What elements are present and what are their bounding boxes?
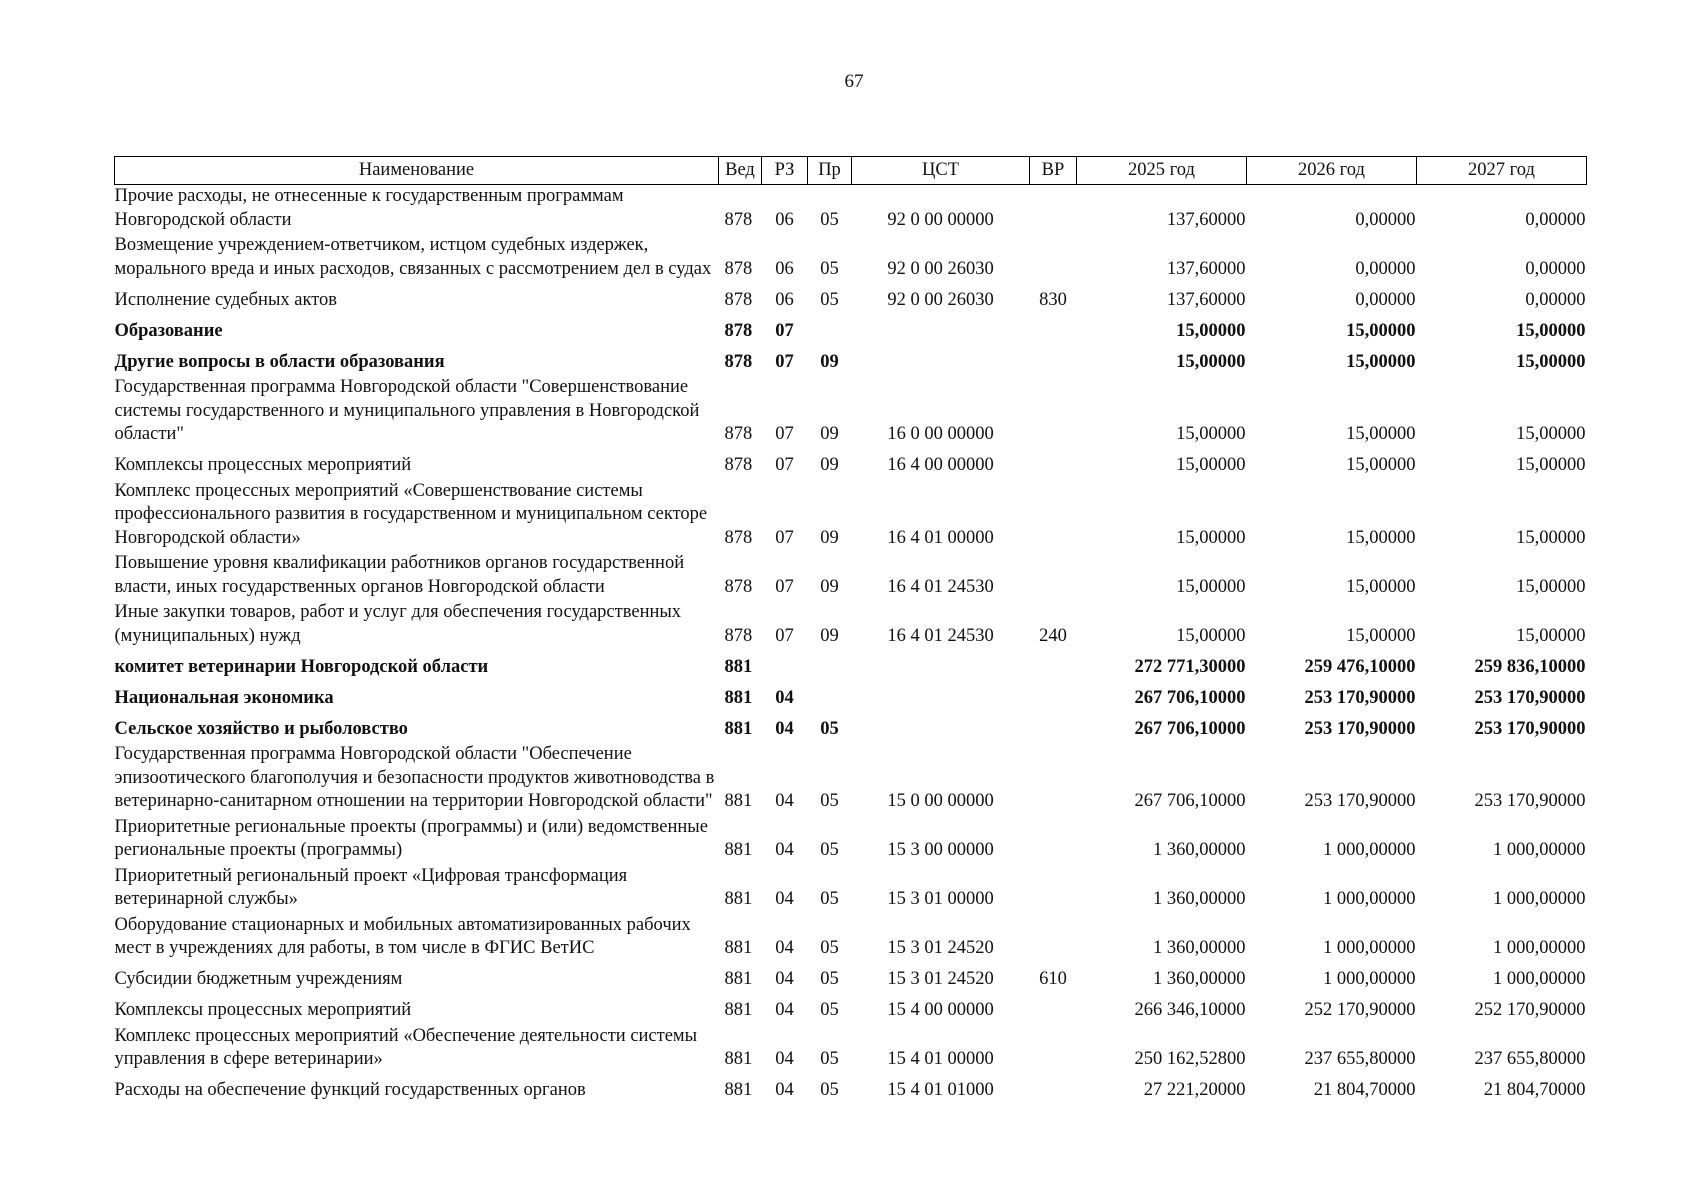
cell-name: Прочие расходы, не отнесенные к государственным программам Новгородской области [114, 186, 624, 230]
cell-2027: 0,00000 [1525, 258, 1586, 279]
cell-2025: 1 360,00000 [1153, 840, 1246, 860]
cell-name: Комплексы процессных мероприятий [114, 455, 412, 475]
cell-pr: 05 [820, 1049, 839, 1069]
cell-ved: 881 [724, 938, 753, 958]
cell-rz: 04 [775, 969, 794, 989]
cell-cst: 15 3 01 00000 [887, 889, 994, 909]
cell-cst: 16 4 00 00000 [887, 455, 994, 475]
cell-rz: 07 [775, 351, 794, 372]
cell-name: Комплекс процессных мероприятий «Обеспечение деятельности системы управления в сфере ветеринарии» [114, 1025, 698, 1069]
cell-2025: 15,00000 [1176, 625, 1246, 646]
cell-2027: 1 000,00000 [1493, 969, 1586, 989]
cell-ved: 878 [724, 424, 753, 444]
cell-cst: 15 3 00 00000 [887, 840, 994, 860]
cell-2027: 15,00000 [1516, 424, 1586, 444]
table-row [115, 681, 1587, 712]
cell-2027: 0,00000 [1525, 289, 1586, 310]
cell-2025: 272 771,30000 [1134, 656, 1246, 677]
cell-2027: 15,00000 [1516, 576, 1586, 597]
cell-cst [852, 314, 1030, 345]
cell-vr: 610 [1039, 969, 1067, 989]
cell-rz: 04 [775, 791, 794, 811]
cell-2025: 267 706,10000 [1134, 718, 1246, 739]
cell-rz: 07 [775, 455, 794, 475]
cell-rz: 04 [775, 938, 794, 958]
cell-rz: 04 [775, 687, 794, 708]
cell-name: Комплекс процессных мероприятий «Совершенствование системы профессионального развития в государственном и муниципальном секторе Новгородской области» [114, 480, 708, 548]
cell-vr [1030, 743, 1077, 816]
table-row [115, 376, 1587, 449]
cell-ved: 878 [724, 258, 753, 279]
table-row [115, 1025, 1587, 1074]
cell-2025: 137,60000 [1166, 289, 1246, 310]
table-row [115, 601, 1587, 650]
cell-2027: 15,00000 [1516, 527, 1586, 548]
cell-2026: 1 000,00000 [1323, 938, 1416, 958]
cell-2026: 15,00000 [1346, 320, 1416, 341]
cell-name: Комплексы процессных мероприятий [114, 1000, 412, 1020]
table-row [115, 345, 1587, 376]
cell-2027: 253 170,90000 [1474, 687, 1586, 708]
header-vr: ВР [1030, 157, 1077, 185]
table-row [115, 480, 1587, 553]
cell-2027: 15,00000 [1516, 455, 1586, 475]
cell-rz: 06 [775, 258, 794, 279]
cell-vr [1030, 914, 1077, 963]
cell-vr [1030, 552, 1077, 601]
cell-pr: 05 [820, 969, 839, 989]
cell-rz: 07 [775, 424, 794, 444]
cell-2027: 15,00000 [1516, 625, 1586, 646]
cell-vr [1030, 994, 1077, 1025]
cell-name: Исполнение судебных актов [114, 289, 338, 310]
cell-pr: 05 [820, 840, 839, 860]
cell-2026: 15,00000 [1346, 455, 1416, 475]
cell-cst [852, 712, 1030, 743]
table-row [115, 743, 1587, 816]
cell-vr: 830 [1039, 289, 1067, 310]
cell-vr: 240 [1039, 625, 1067, 646]
cell-2027: 252 170,90000 [1474, 1000, 1586, 1020]
cell-cst: 15 3 01 24520 [887, 969, 994, 989]
cell-2027: 259 836,10000 [1474, 656, 1586, 677]
cell-2025: 1 360,00000 [1153, 938, 1246, 958]
cell-2026: 15,00000 [1346, 424, 1416, 444]
cell-rz: 06 [775, 209, 794, 230]
table-row [115, 994, 1587, 1025]
cell-2027: 1 000,00000 [1493, 889, 1586, 909]
cell-rz: 04 [775, 889, 794, 909]
cell-name: Национальная экономика [114, 687, 334, 708]
cell-pr: 05 [820, 289, 839, 310]
cell-vr [1030, 480, 1077, 553]
cell-2025: 27 221,20000 [1143, 1080, 1246, 1100]
cell-2026: 1 000,00000 [1323, 889, 1416, 909]
table-row [115, 914, 1587, 963]
cell-2026: 15,00000 [1346, 351, 1416, 372]
cell-ved: 878 [724, 455, 753, 475]
cell-2025: 15,00000 [1176, 351, 1246, 372]
cell-2027: 15,00000 [1516, 320, 1586, 341]
cell-pr: 09 [820, 351, 839, 372]
cell-2026: 253 170,90000 [1304, 687, 1416, 708]
cell-cst: 15 4 01 01000 [887, 1080, 994, 1100]
cell-2027: 1 000,00000 [1493, 840, 1586, 860]
cell-ved: 881 [724, 1000, 753, 1020]
cell-name: Возмещение учреждением-ответчиком, истцом судебных издержек, морального вреда и иных расходов, связанных с рассмотрением дел в судах [114, 235, 712, 279]
cell-rz: 04 [775, 1000, 794, 1020]
cell-2025: 1 360,00000 [1153, 969, 1246, 989]
cell-2026: 259 476,10000 [1304, 656, 1416, 677]
cell-2025: 137,60000 [1166, 258, 1246, 279]
cell-2027: 237 655,80000 [1474, 1049, 1586, 1069]
table-row [115, 449, 1587, 480]
cell-name: Повышение уровня квалификации работников органов государственной власти, иных государственных органов Новгородской области [114, 553, 685, 597]
cell-2026: 1 000,00000 [1323, 840, 1416, 860]
cell-2026: 237 655,80000 [1304, 1049, 1416, 1069]
cell-rz: 04 [775, 840, 794, 860]
header-name: Наименование [115, 157, 719, 185]
cell-ved: 878 [724, 351, 753, 372]
cell-pr: 05 [820, 209, 839, 230]
cell-name: Сельское хозяйство и рыболовство [114, 718, 408, 739]
header-2027: 2027 год [1417, 157, 1587, 185]
cell-rz: 07 [775, 527, 794, 548]
cell-2026: 15,00000 [1346, 625, 1416, 646]
cell-ved: 881 [724, 840, 753, 860]
cell-rz: 04 [775, 1080, 794, 1100]
cell-2025: 15,00000 [1176, 455, 1246, 475]
cell-vr [1030, 314, 1077, 345]
table-header [115, 157, 1587, 185]
cell-cst: 16 0 00 00000 [887, 424, 994, 444]
cell-2027: 15,00000 [1516, 351, 1586, 372]
table-row [115, 314, 1587, 345]
table-row [115, 185, 1587, 235]
cell-name: комитет ветеринарии Новгородской области [114, 656, 489, 677]
cell-vr [1030, 865, 1077, 914]
cell-2025: 266 346,10000 [1134, 1000, 1246, 1020]
table-row [115, 963, 1587, 994]
cell-2027: 253 170,90000 [1474, 718, 1586, 739]
cell-rz: 06 [775, 289, 794, 310]
cell-2026: 252 170,90000 [1304, 1000, 1416, 1020]
table-row [115, 650, 1587, 681]
header-pr: Пр [808, 157, 852, 185]
cell-2025: 1 360,00000 [1153, 889, 1246, 909]
cell-vr [1030, 816, 1077, 865]
cell-pr: 05 [820, 938, 839, 958]
cell-2027: 1 000,00000 [1493, 938, 1586, 958]
cell-pr [808, 681, 852, 712]
cell-name: Приоритетные региональные проекты (программы) и (или) ведомственные региональные проекты (программы) [114, 816, 708, 860]
cell-ved: 881 [724, 687, 753, 708]
cell-pr: 05 [820, 889, 839, 909]
cell-rz: 07 [775, 625, 794, 646]
cell-pr: 05 [820, 791, 839, 811]
cell-2025: 137,60000 [1166, 209, 1246, 230]
cell-pr: 05 [820, 1080, 839, 1100]
cell-2025: 15,00000 [1176, 320, 1246, 341]
cell-vr [1030, 449, 1077, 480]
header-2026: 2026 год [1247, 157, 1417, 185]
table-row [115, 712, 1587, 743]
cell-ved: 878 [724, 289, 753, 310]
cell-pr [808, 650, 852, 681]
cell-name: Государственная программа Новгородской области "Совершенствование системы государственного и муниципального управления в Новгородской области" [114, 377, 700, 444]
cell-2027: 21 804,70000 [1483, 1080, 1586, 1100]
cell-name: Образование [114, 320, 223, 341]
cell-name: Иные закупки товаров, работ и услуг для обеспечения государственных (муниципальных) нужд [114, 602, 682, 646]
header-cst: ЦСТ [852, 157, 1030, 185]
cell-pr: 09 [820, 576, 839, 597]
cell-cst: 92 0 00 26030 [887, 258, 994, 279]
cell-2025: 15,00000 [1176, 527, 1246, 548]
cell-2026: 15,00000 [1346, 527, 1416, 548]
cell-pr: 05 [820, 718, 839, 739]
cell-name: Другие вопросы в области образования [114, 351, 445, 372]
cell-name: Оборудование стационарных и мобильных автоматизированных рабочих мест в учреждениях для работы, в том числе в ФГИС ВетИС [114, 914, 691, 958]
table-body [115, 185, 1587, 1105]
cell-2026: 1 000,00000 [1323, 969, 1416, 989]
cell-rz: 04 [775, 718, 794, 739]
cell-name: Приоритетный региональный проект «Цифровая трансформация ветеринарной службы» [114, 865, 628, 909]
cell-cst: 92 0 00 26030 [887, 289, 994, 310]
cell-vr [1030, 681, 1077, 712]
cell-name: Государственная программа Новгородской области "Обеспечение эпизоотического благополучия и безопасности продуктов животноводства в ветеринарно-санитарном отношении на территории Новгородской области" [114, 744, 715, 811]
table-row [115, 234, 1587, 283]
cell-cst: 92 0 00 00000 [887, 209, 994, 230]
budget-table [114, 156, 1587, 1105]
cell-ved: 878 [724, 320, 753, 341]
cell-vr [1030, 234, 1077, 283]
cell-pr: 09 [820, 455, 839, 475]
cell-cst [852, 650, 1030, 681]
cell-vr [1030, 376, 1077, 449]
cell-cst [852, 345, 1030, 376]
cell-ved: 878 [724, 576, 753, 597]
cell-vr [1030, 185, 1077, 235]
cell-2026: 253 170,90000 [1304, 791, 1416, 811]
cell-vr [1030, 1074, 1077, 1105]
table-row [115, 865, 1587, 914]
cell-ved: 881 [724, 718, 753, 739]
cell-vr [1030, 345, 1077, 376]
cell-ved: 881 [724, 791, 753, 811]
cell-2025: 15,00000 [1176, 576, 1246, 597]
cell-ved: 881 [724, 889, 753, 909]
cell-ved: 881 [724, 1049, 753, 1069]
cell-vr [1030, 712, 1077, 743]
cell-2026: 15,00000 [1346, 576, 1416, 597]
cell-2025: 15,00000 [1176, 424, 1246, 444]
header-2025: 2025 год [1077, 157, 1247, 185]
cell-2026: 0,00000 [1355, 289, 1416, 310]
cell-2026: 0,00000 [1355, 209, 1416, 230]
cell-pr: 09 [820, 424, 839, 444]
cell-ved: 881 [724, 969, 753, 989]
cell-rz: 07 [775, 576, 794, 597]
cell-ved: 878 [724, 209, 753, 230]
table-row [115, 1074, 1587, 1105]
cell-2026: 21 804,70000 [1313, 1080, 1416, 1100]
cell-2026: 0,00000 [1355, 258, 1416, 279]
cell-ved: 881 [724, 1080, 753, 1100]
cell-cst [852, 681, 1030, 712]
cell-pr: 05 [820, 1000, 839, 1020]
cell-ved: 878 [724, 527, 753, 548]
cell-2027: 253 170,90000 [1474, 791, 1586, 811]
cell-rz [762, 650, 808, 681]
cell-2025: 267 706,10000 [1134, 687, 1246, 708]
cell-name: Субсидии бюджетным учреждениям [114, 969, 403, 989]
cell-cst: 15 0 00 00000 [887, 791, 994, 811]
cell-ved: 878 [724, 625, 753, 646]
table-row [115, 816, 1587, 865]
header-ved: Вед [719, 157, 762, 185]
cell-pr: 09 [820, 625, 839, 646]
cell-cst: 15 3 01 24520 [887, 938, 994, 958]
cell-pr: 09 [820, 527, 839, 548]
cell-vr [1030, 1025, 1077, 1074]
table-row [115, 283, 1587, 314]
cell-cst: 15 4 01 00000 [887, 1049, 994, 1069]
table-row [115, 552, 1587, 601]
cell-2025: 250 162,52800 [1134, 1049, 1246, 1069]
cell-ved: 881 [724, 656, 753, 677]
page-number: 67 [844, 71, 864, 92]
cell-2025: 267 706,10000 [1134, 791, 1246, 811]
cell-rz: 07 [775, 320, 794, 341]
cell-pr [808, 314, 852, 345]
cell-pr: 05 [820, 258, 839, 279]
cell-2026: 253 170,90000 [1304, 718, 1416, 739]
cell-2027: 0,00000 [1525, 209, 1586, 230]
cell-cst: 16 4 01 24530 [887, 576, 994, 597]
cell-vr [1030, 650, 1077, 681]
cell-cst: 15 4 00 00000 [887, 1000, 994, 1020]
cell-cst: 16 4 01 24530 [887, 625, 994, 646]
cell-name: Расходы на обеспечение функций государственных органов [114, 1080, 586, 1100]
cell-cst: 16 4 01 00000 [887, 527, 994, 548]
cell-rz: 04 [775, 1049, 794, 1069]
header-rz: РЗ [762, 157, 808, 185]
